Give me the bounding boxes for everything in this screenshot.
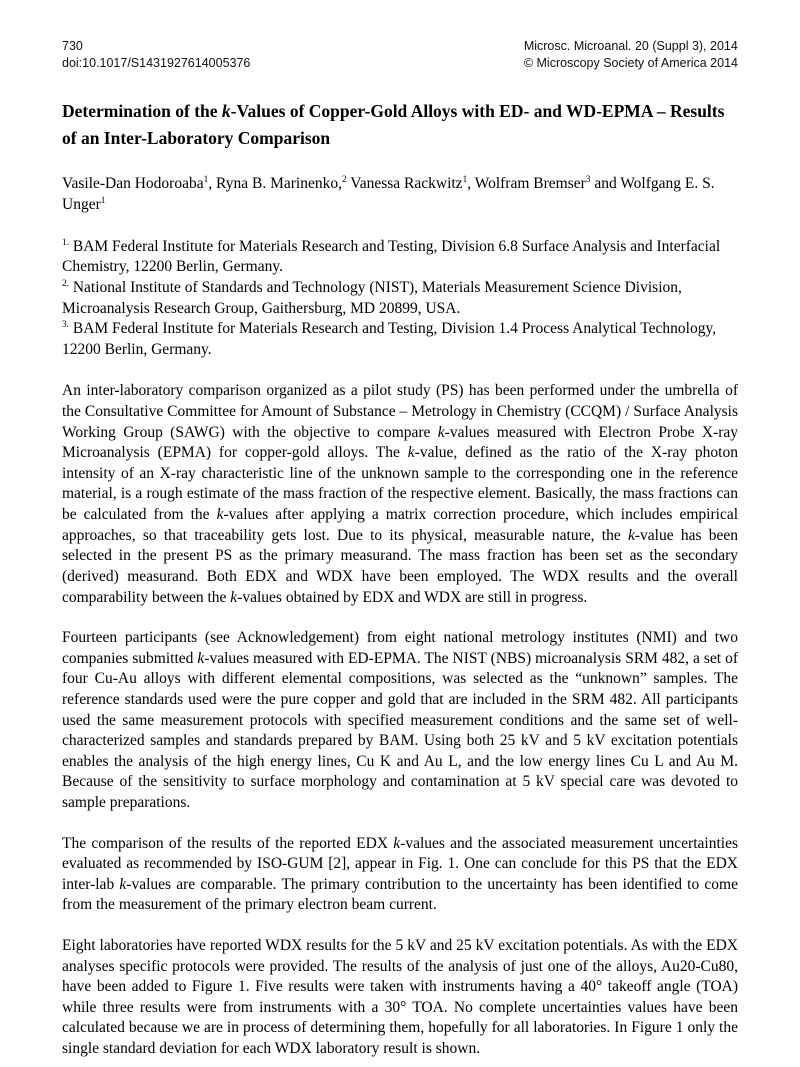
page-header-left xyxy=(62,38,250,72)
page-header-right xyxy=(524,38,738,72)
doi: doi:10.1017/S1431927614005376 xyxy=(62,55,251,70)
affiliation-list xyxy=(62,237,738,361)
affiliation-2: $^{2.}$ National Institute of Standards and Technology (NIST), Materials Measurement Science Division, Microanalysis Research Group, Gaithersburg, MD 20899, USA. xyxy=(62,278,682,317)
copyright-notice: © Microscopy Society of America 2014 xyxy=(523,55,738,70)
page-header xyxy=(62,38,738,72)
article-title: Determination of the k-Values of Copper-Gold Alloys with ED- and WD-EPMA – Results of an Inter-Laboratory Comparison xyxy=(62,100,725,148)
body-paragraph-3: The comparison of the results of the reported EDX k-values and the associated measurement uncertainties evaluated as recommended by ISO-GUM [2], appear in Fig. 1. One can conclude for this PS that the EDX inter-lab k-values are comparable. The primary contribution to the uncertainty has been identified to come from the measurement of the primary electron beam current. xyxy=(62,834,738,914)
affiliation-1: $^{1.}$ BAM Federal Institute for Materials Research and Testing, Division 6.8 Surface Analysis and Interfacial Chemistry, 12200 Berlin, Germany. xyxy=(62,237,721,276)
author-list: Vasile-Dan Hodoroaba$^1$, Ryna B. Marinenko,$^2$ Vanessa Rackwitz$^1$, Wolfram Bremser$^3$ and Wolfgang E. S. Unger$^1$ xyxy=(62,174,715,214)
page-number: 730 xyxy=(62,39,83,53)
body-paragraph-2: Fourteen participants (see Acknowledgement) from eight national metrology institutes (NMI) and two companies submitted k-values measured with ED-EPMA. The NIST (NBS) microanalysis SRM 482, a set of four Cu-Au alloys with different elemental compositions, was selected as the “unknown” samples. The reference standards used were the pure copper and gold that are included in the SRM 482. All participants used the same measurement protocols with specified measurement conditions and the same set of well-characterized samples and standards prepared by BAM. Using both 25 kV and 5 kV excitation potentials enables the analysis of the high energy lines, Cu K and Au L, and the low energy lines Cu L and Au M. Because of the sensitivity to surface morphology and contamination at 5 kV special care was devoted to sample preparations. xyxy=(62,629,739,811)
article-body xyxy=(62,381,738,1059)
journal-citation: Microsc. Microanal. 20 (Suppl 3), 2014 xyxy=(523,39,738,53)
body-paragraph-1: An inter-laboratory comparison organized as a pilot study (PS) has been performed under the umbrella of the Consultative Committee for Amount of Substance – Metrology in Chemistry (CCQM) / Surface Analysis Working Group (SAWG) with the objective to compare k-values measured with Electron Probe X-ray Microanalysis (EPMA) for copper-gold alloys. The k-value, defined as the ratio of the X-ray photon intensity of an X-ray characteristic line of the unknown sample to the corresponding one in the reference material, is a rough estimate of the mass fraction of the respective element. Basically, the mass fractions can be calculated from the k-values after applying a matrix correction procedure, which includes empirical approaches, so that traceability gets lost. Due to its physical, measurable nature, the k-value has been selected in the present PS as the primary measurand. The mass fraction has been set as the secondary (derived) measurand. Both EDX and WDX have been employed. The WDX results and the overall comparability between the k-values obtained by EDX and WDX are still in progress. xyxy=(62,382,739,606)
body-paragraph-4: Eight laboratories have reported WDX results for the 5 kV and 25 kV excitation potentials. As with the EDX analyses specific protocols were provided. The results of the analysis of just one of the alloys, Au20-Cu80, have been added to Figure 1. Five results were taken with instruments having a 40° takeoff angle (TOA) while three results were from instruments with a 30° TOA. No complete uncertainties values have been calculated because we are in process of determining them, hopefully for all laboratories. In Figure 1 only the single standard deviation for each WDX laboratory result is shown. xyxy=(62,937,738,1058)
affiliation-3: $^{3.}$ BAM Federal Institute for Materials Research and Testing, Division 1.4 Process Analytical Technology, 12200 Berlin, Germany. xyxy=(62,320,717,358)
